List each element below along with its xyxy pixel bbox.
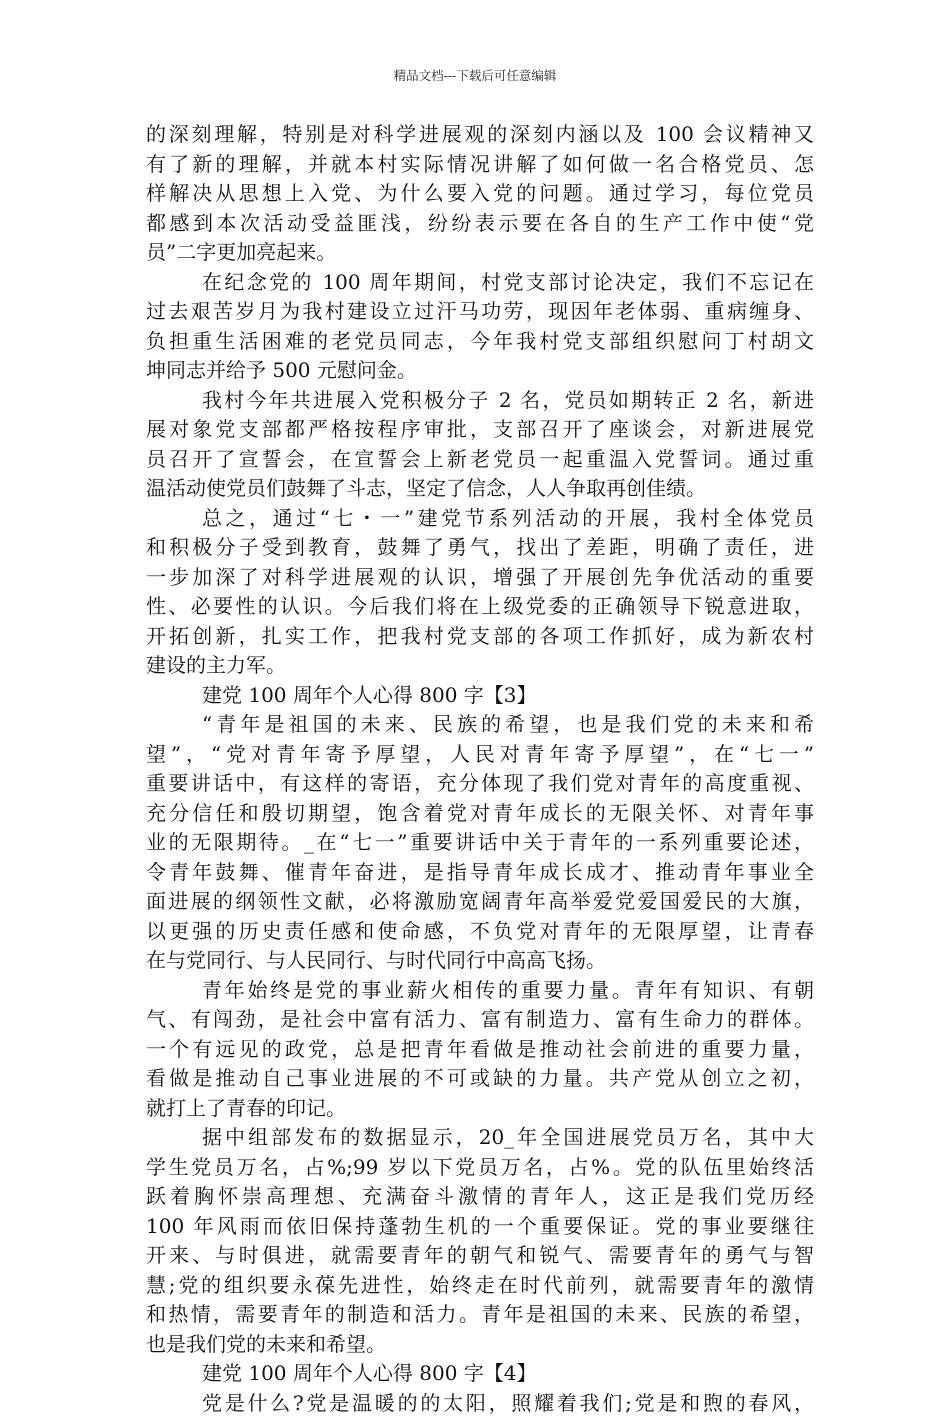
text-line: 我村今年共进展入党积极分子 2 名，党员如期转正 2 名，新进 <box>146 386 814 416</box>
text-line: 开拓创新，扎实工作，把我村党支部的各项工作抓好，成为新农村 <box>146 622 814 652</box>
text-line: 建党 100 周年个人心得 800 字【3】 <box>146 681 814 711</box>
text-line: 据中组部发布的数据显示，20_年全国进展党员万名，其中大 <box>146 1123 814 1153</box>
text-line: 业的无限期待。_在“七一”重要讲话中关于青年的一系列重要论述， <box>146 828 814 858</box>
text-line: 的深刻理解，特别是对科学进展观的深刻内涵以及 100 会议精神又 <box>146 120 814 150</box>
text-line: 员”二字更加亮起来。 <box>146 238 814 268</box>
text-line: 坤同志并给予 500 元慰问金。 <box>146 356 814 386</box>
text-line: 面进展的纲领性文献，必将激励宽阔青年高举爱党爱国爱民的大旗， <box>146 887 814 917</box>
text-line: 和积极分子受到教育，鼓舞了勇气，找出了差距，明确了责任，进 <box>146 533 814 563</box>
text-line: 展对象党支部都严格按程序审批，支部召开了座谈会，对新进展党 <box>146 415 814 445</box>
text-line: 开来、与时俱进，就需要青年的朝气和锐气、需要青年的勇气与智 <box>146 1241 814 1271</box>
text-line: 学生党员万名，占%;99 岁以下党员万名，占%。党的队伍里始终活 <box>146 1153 814 1183</box>
text-line: 青年始终是党的事业薪火相传的重要力量。青年有知识、有朝 <box>146 976 814 1006</box>
text-line: 就打上了青春的印记。 <box>146 1094 814 1124</box>
text-line: 跃着胸怀崇高理想、充满奋斗激情的青年人，这正是我们党历经 <box>146 1182 814 1212</box>
text-line: “青年是祖国的未来、民族的希望，也是我们党的未来和希 <box>146 710 814 740</box>
text-line: 一个有远见的政党，总是把青年看做是推动社会前进的重要力量， <box>146 1035 814 1065</box>
page-header: 精品文档---下载后可任意编辑 <box>0 66 950 84</box>
text-line: 充分信任和殷切期望，饱含着党对青年成长的无限关怀、对青年事 <box>146 799 814 829</box>
text-line: 气、有闯劲，是社会中富有活力、富有制造力、富有生命力的群体。 <box>146 1005 814 1035</box>
text-line: 在纪念党的 100 周年期间，村党支部讨论决定，我们不忘记在 <box>146 268 814 298</box>
text-line: 令青年鼓舞、催青年奋进，是指导青年成长成才、推动青年事业全 <box>146 858 814 888</box>
text-line: 员召开了宣誓会，在宣誓会上新老党员一起重温入党誓词。通过重 <box>146 445 814 475</box>
text-line: 建党 100 周年个人心得 800 字【4】 <box>146 1359 814 1389</box>
text-line: 过去艰苦岁月为我村建设立过汗马功劳，现因年老体弱、重病缠身、 <box>146 297 814 327</box>
text-line: 温活动使党员们鼓舞了斗志，坚定了信念，人人争取再创佳绩。 <box>146 474 814 504</box>
text-line: 慧;党的组织要永葆先进性，始终走在时代前列，就需要青年的激情 <box>146 1271 814 1301</box>
text-line: 党是什么?党是温暖的的太阳，照耀着我们;党是和煦的春风， <box>146 1389 814 1418</box>
text-line: 性、必要性的认识。今后我们将在上级党委的正确领导下锐意进取， <box>146 592 814 622</box>
text-line: 也是我们党的未来和希望。 <box>146 1330 814 1360</box>
text-line: 100 年风雨而依旧保持蓬勃生机的一个重要保证。党的事业要继往 <box>146 1212 814 1242</box>
text-line: 和热情，需要青年的制造和活力。青年是祖国的未来、民族的希望， <box>146 1300 814 1330</box>
text-line: 在与党同行、与人民同行、与时代同行中高高飞扬。 <box>146 946 814 976</box>
text-line: 建设的主力军。 <box>146 651 814 681</box>
text-line: 都感到本次活动受益匪浅，纷纷表示要在各自的生产工作中使“党 <box>146 209 814 239</box>
text-line: 重要讲话中，有这样的寄语，充分体现了我们党对青年的高度重视、 <box>146 769 814 799</box>
document-body <box>146 120 814 1418</box>
text-line: 总之，通过“七・一”建党节系列活动的开展，我村全体党员 <box>146 504 814 534</box>
text-line: 以更强的历史责任感和使命感，不负党对青年的无限厚望，让青春 <box>146 917 814 947</box>
text-line: 样解决从思想上入党、为什么要入党的问题。通过学习，每位党员 <box>146 179 814 209</box>
text-line: 看做是推动自己事业进展的不可或缺的力量。共产党从创立之初， <box>146 1064 814 1094</box>
text-line: 一步加深了对科学进展观的认识，增强了开展创先争优活动的重要 <box>146 563 814 593</box>
text-line: 望”，“党对青年寄予厚望，人民对青年寄予厚望”，在“七一” <box>146 740 814 770</box>
text-line: 负担重生活困难的老党员同志，今年我村党支部组织慰问丁村胡文 <box>146 327 814 357</box>
text-line: 有了新的理解，并就本村实际情况讲解了如何做一名合格党员、怎 <box>146 150 814 180</box>
